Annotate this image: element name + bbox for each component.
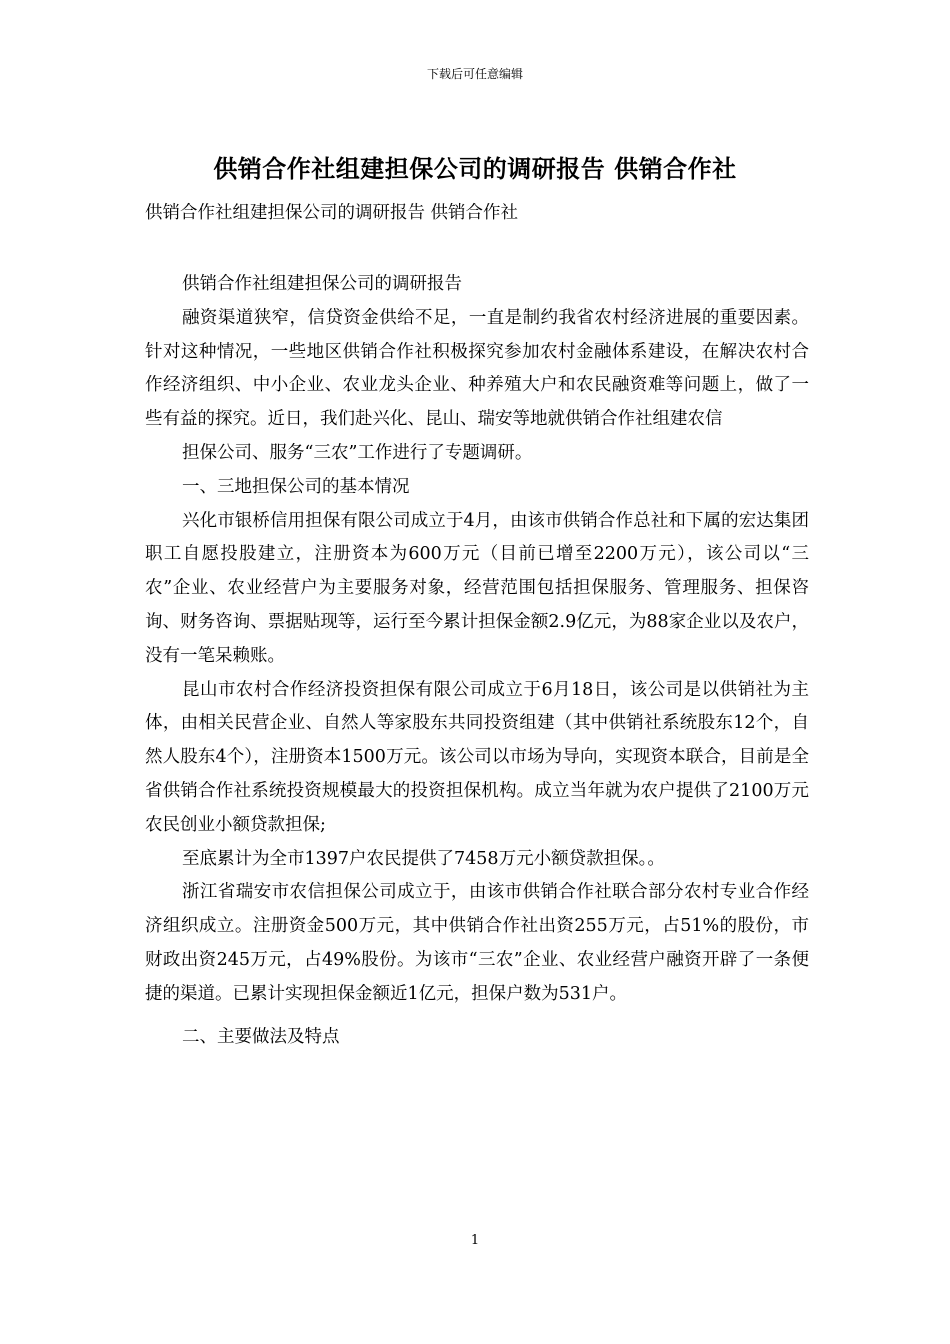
document-subtitle: 供销合作社组建担保公司的调研报告 供销合作社 bbox=[145, 203, 519, 223]
paragraph: 融资渠道狭窄，信贷资金供给不足，一直是制约我省农村经济进展的重要因素。针对这种情况，一些地区供销合作社积极探究参加农村金融体系建设，在解决农村合作经济组织、中小企业、农业龙头企业、种养殖大户和农民融资难等问题上，做了一些有益的探究。近日，我们赴兴化、昆山、瑞安等地就供销合作社组建农信 bbox=[145, 307, 809, 430]
section-heading: 一、三地担保公司的基本情况 bbox=[182, 476, 410, 497]
page-number: 1 bbox=[470, 1233, 480, 1248]
section-heading: 供销合作社组建担保公司的调研报告 bbox=[182, 274, 462, 294]
paragraph: 至底累计为全市1397户农民提供了7458万元小额贷款担保。。 bbox=[182, 848, 665, 869]
paragraph: 浙江省瑞安市农信担保公司成立于，由该市供销合作社联合部分农村专业合作经济组织成立。注册资金500万元，其中供销合作社出资255万元，占51%的股份，市财政出资245万元，占49%股份。为该市“三农”企业、农业经营户融资开辟了一条便捷的渠道。已累计实现担保金额近1亿元，担保户数为531户。 bbox=[145, 882, 809, 1004]
document-title: 供销合作社组建担保公司的调研报告 供销合作社 bbox=[213, 154, 737, 183]
paragraph: 昆山市农村合作经济投资担保有限公司成立于6月18日，该公司是以供销社为主体，由相关民营企业、自然人等家股东共同投资组建（其中供销社系统股东12个，自然人股东4个），注册资本1500万元。该公司以市场为导向，实现资本联合，目前是全省供销合作社系统投资规模最大的投资担保机构。成立当年就为农户提供了2100万元农民创业小额贷款担保; bbox=[145, 679, 809, 835]
document-body bbox=[145, 268, 809, 1054]
paragraph: 担保公司、服务“三农”工作进行了专题调研。 bbox=[182, 442, 533, 463]
section-heading: 二、主要做法及特点 bbox=[182, 1026, 340, 1047]
page-header: 下载后可任意编辑 bbox=[426, 67, 523, 81]
paragraph: 兴化市银桥信用担保有限公司成立于4月，由该市供销合作总社和下属的宏达集团职工自愿投股建立，注册资本为600万元（目前已增至2200万元），该公司以“三农”企业、农业经营户为主要服务对象，经营范围包括担保服务、管理服务、担保咨询、财务咨询、票据贴现等，运行至今累计担保金额2.9亿元，为88家企业以及农户，没有一笔呆赖账。 bbox=[145, 510, 809, 666]
